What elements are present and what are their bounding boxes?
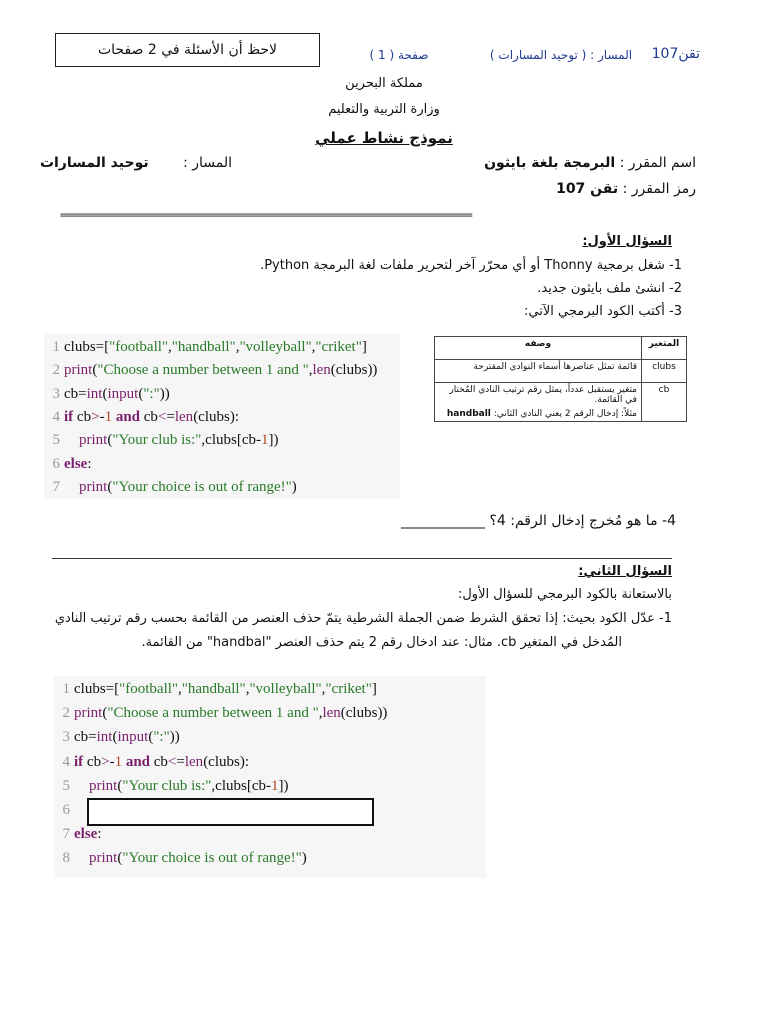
code-token: int xyxy=(96,729,113,746)
code-token: - xyxy=(109,753,115,770)
code-token: 1 xyxy=(260,432,269,449)
code-token xyxy=(64,432,79,449)
line-number: 4 xyxy=(62,753,70,770)
course-code-header: تقن107 xyxy=(651,46,700,62)
code-token: , xyxy=(311,339,316,355)
line-number: 7 xyxy=(62,826,70,843)
code-token: if xyxy=(74,753,84,770)
code-token: , xyxy=(235,339,240,355)
code-token: "volleyball" xyxy=(239,339,312,355)
form-title: نموذج نشاط عملي xyxy=(315,129,453,147)
table-row xyxy=(435,360,687,383)
var-desc: متغير يستقبل عدداً، يمثل رقم ترتيب النادي المُختار في القائمة. مثلاً: إدخال الرقم 2 يعني النادي الثاني: handball xyxy=(435,383,642,422)
code-token: print xyxy=(64,362,93,379)
answer-input-box[interactable] xyxy=(87,798,374,826)
code-token: "football" xyxy=(119,681,179,697)
line-number: 8 xyxy=(62,850,70,867)
code-token: "football" xyxy=(109,339,169,355)
course-name: اسم المقرر : البرمجة بلغة بايثون xyxy=(484,155,696,171)
q1-step-2: 2- انشئ ملف بايثون جديد. xyxy=(537,281,682,296)
code-line xyxy=(54,823,102,846)
code-token: ( xyxy=(138,385,144,402)
code-token: clubs=[ xyxy=(74,681,120,697)
code-token: "Your choice is out of range!" xyxy=(112,478,292,495)
table-row xyxy=(435,383,687,422)
code-token: and xyxy=(125,753,150,770)
code-token: ( xyxy=(117,850,123,867)
code-token: (clubs): xyxy=(193,408,240,425)
line-number: 3 xyxy=(52,385,60,402)
code-line xyxy=(44,336,367,359)
code-token: 1 xyxy=(104,408,113,425)
code-token: cb xyxy=(83,753,102,770)
line-number: 1 xyxy=(52,339,60,355)
code-token: ( xyxy=(117,777,123,794)
code-token: < xyxy=(167,753,177,770)
code-token: print xyxy=(74,705,103,722)
page-number: صفحة ( 1 ) xyxy=(369,48,429,62)
code-token: , xyxy=(318,705,323,722)
code-token: 1 xyxy=(270,777,279,794)
code-token: ":" xyxy=(153,729,170,746)
code-token: and xyxy=(115,408,140,425)
header-variable: المتغير xyxy=(642,337,687,360)
line-number: 6 xyxy=(62,802,70,818)
code-token: "criket" xyxy=(315,339,362,355)
code-token xyxy=(64,479,79,496)
q1-step-1: 1- شغل برمجية Thonny أو أي محرّر آخر لتحرير ملفات لغة البرمجة Python. xyxy=(260,258,682,273)
code-line xyxy=(44,383,170,406)
q1-question-4: 4- ما هو مُخرج إدخال الرقم: 4؟ ____________ xyxy=(401,513,676,529)
var-name: clubs xyxy=(642,360,687,383)
line-number: 2 xyxy=(52,362,60,379)
code-token: ":" xyxy=(143,385,160,402)
ministry-title: وزارة التربية والتعليم xyxy=(328,102,440,117)
code-token: else xyxy=(64,455,88,472)
code-token: "volleyball" xyxy=(249,681,322,697)
code-token: print xyxy=(89,777,118,794)
header-description: وصفه xyxy=(435,337,642,360)
code-token: print xyxy=(89,850,118,867)
code-token xyxy=(74,778,89,795)
line-number: 3 xyxy=(62,729,70,746)
code-line xyxy=(44,429,278,452)
code-token: ( xyxy=(102,705,108,722)
q1-title: السؤال الأول: xyxy=(582,234,672,249)
line-number: 1 xyxy=(62,681,70,697)
code-token: ( xyxy=(112,729,118,746)
code-token: ] xyxy=(361,339,367,355)
q1-step-3: 3- أكتب الكود البرمجي الآتي: xyxy=(524,304,682,319)
code-token: ) xyxy=(301,850,307,867)
table-header-row xyxy=(435,337,687,360)
kingdom-title: مملكة البحرين xyxy=(345,76,423,91)
code-line xyxy=(44,476,297,499)
line-number: 6 xyxy=(52,455,60,472)
code-token: "Your club is:" xyxy=(122,777,212,794)
var-name: cb xyxy=(642,383,687,422)
code-line xyxy=(54,702,387,725)
code-line xyxy=(54,775,288,798)
code-token: input xyxy=(107,385,139,402)
code-token: len xyxy=(322,705,341,722)
code-token: print xyxy=(79,478,108,495)
section-divider xyxy=(52,558,672,559)
code-token: (clubs)) xyxy=(340,705,388,722)
line-number: 5 xyxy=(62,777,70,794)
course-code: رمز المقرر : تقن 107 xyxy=(556,181,696,197)
code-line xyxy=(54,847,307,870)
code-line xyxy=(54,751,249,774)
code-line xyxy=(44,359,377,382)
code-token: = xyxy=(176,753,185,770)
code-token: , xyxy=(168,339,172,355)
code-token: cb= xyxy=(64,385,87,402)
code-token: "Choose a number between 1 and " xyxy=(97,362,309,379)
code-token: , xyxy=(308,362,313,379)
code-token: input xyxy=(117,729,149,746)
code-token: (clubs): xyxy=(203,753,250,770)
code-token: "criket" xyxy=(325,681,372,697)
code-token: "handball" xyxy=(171,339,236,355)
q2-intro: بالاستعانة بالكود البرمجي للسؤال الأول: xyxy=(457,587,672,602)
code-line xyxy=(54,678,377,701)
code-line xyxy=(54,799,74,822)
code-line xyxy=(44,453,92,476)
code-token: print xyxy=(79,432,108,449)
code-line xyxy=(54,726,180,749)
code-token: if xyxy=(64,408,74,425)
code-token: ] xyxy=(371,681,377,697)
track-header: المسار : ( توحيد المسارات ) xyxy=(489,48,633,62)
variables-table xyxy=(434,336,687,422)
code-token: cb xyxy=(73,408,92,425)
q2-task-line-1: 1- عدّل الكود بحيث: إذا تحقق الشرط ضمن الجملة الشرطية يتمّ حذف العنصر من القائمة بحسب رقم ترتيب النادي xyxy=(54,611,672,626)
code-token: len xyxy=(184,753,204,770)
separator-line: ========================================================================================== xyxy=(60,210,472,221)
code-token: )) xyxy=(159,385,170,402)
code-token: , xyxy=(178,681,182,697)
var-desc: قائمة تمثل عناصرها أسماء النوادي المقترحة xyxy=(435,360,642,383)
code-token: "Your club is:" xyxy=(112,432,202,449)
code-token: 1 xyxy=(114,753,123,770)
code-token: ( xyxy=(107,478,113,495)
code-token: > xyxy=(101,753,110,770)
code-token: else xyxy=(74,826,98,843)
code-token: ,clubs[cb- xyxy=(211,777,271,794)
code-token: < xyxy=(157,408,167,425)
code-token: cb xyxy=(140,408,158,425)
q2-title: السؤال الثاني: xyxy=(578,564,672,579)
code-token: : xyxy=(97,826,102,843)
code-token: ( xyxy=(107,432,113,449)
code-token: = xyxy=(166,408,175,425)
line-number: 4 xyxy=(52,408,60,425)
code-token: clubs=[ xyxy=(64,339,110,355)
code-token: len xyxy=(312,362,331,379)
code-token: cb xyxy=(150,753,168,770)
line-number: 5 xyxy=(52,432,60,449)
code-token: ) xyxy=(291,478,297,495)
pages-notice: لاحظ أن الأسئلة في 2 صفحات xyxy=(55,33,320,67)
code-token: ( xyxy=(102,385,108,402)
code-token: : xyxy=(87,455,92,472)
code-token: )) xyxy=(169,729,180,746)
code-token: ,clubs[cb- xyxy=(201,432,261,449)
code-token: ( xyxy=(92,362,98,379)
code-token: len xyxy=(174,408,194,425)
code-token xyxy=(74,850,89,867)
code-token: "handball" xyxy=(181,681,246,697)
code-token: "Your choice is out of range!" xyxy=(122,850,302,867)
code-block-q2 xyxy=(54,676,486,878)
code-token: int xyxy=(86,385,103,402)
code-token: ]) xyxy=(278,777,289,794)
code-token: cb= xyxy=(74,729,97,746)
code-token: , xyxy=(321,681,326,697)
code-token: ]) xyxy=(268,432,279,449)
code-block-q1 xyxy=(44,334,400,499)
code-token: ( xyxy=(148,729,154,746)
code-token: - xyxy=(99,408,105,425)
line-number: 2 xyxy=(62,705,70,722)
line-number: 7 xyxy=(52,478,60,495)
code-token: > xyxy=(91,408,100,425)
code-token: (clubs)) xyxy=(330,362,378,379)
course-track: المسار : توحيد المسارات xyxy=(39,155,232,171)
code-line xyxy=(44,406,239,429)
q2-task-line-2: المُدخل في المتغير cb. مثال: عند ادخال رقم 2 يتم حذف العنصر "handbal" من القائمة. xyxy=(141,635,622,650)
code-token: , xyxy=(245,681,250,697)
code-token: "Choose a number between 1 and " xyxy=(107,705,319,722)
